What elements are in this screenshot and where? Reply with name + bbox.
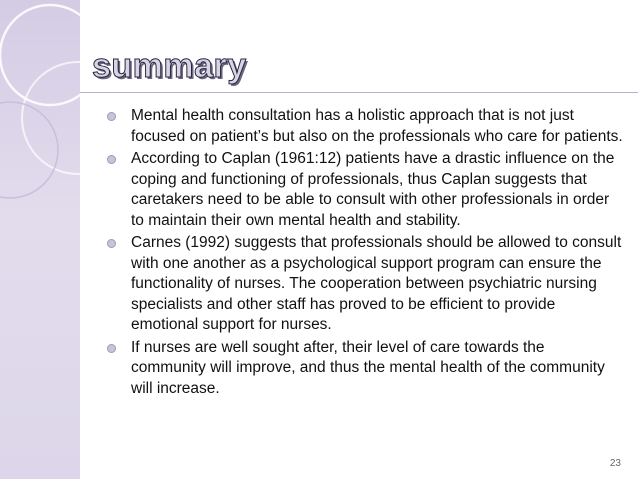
- slide-title: summary: [92, 47, 247, 85]
- bullet-text: Mental health consultation has a holistic approach that is not just focused on patient’s but also on the professionals who care for patients.: [131, 107, 623, 145]
- deco-circle-3: [0, 102, 58, 198]
- bullet-text: According to Caplan (1961:12) patients have a drastic influence on the coping and functioning of professionals, thus Caplan suggests that caretakers need to be able to consult with other professionals in order to maintain their own mental health and stability.: [131, 150, 615, 229]
- bullet-item: [103, 149, 623, 231]
- bullet-icon: [107, 155, 116, 164]
- bullet-item: [103, 106, 623, 147]
- bullet-icon: [107, 239, 116, 248]
- bullet-text: If nurses are well sought after, their level of care towards the community will improve, and thus the mental health of the community will increase.: [131, 338, 605, 397]
- bullet-item: [103, 233, 623, 336]
- bullet-icon: [107, 112, 116, 121]
- title-underline: [80, 92, 638, 93]
- bullet-text: Carnes (1992) suggests that professionals should be allowed to consult with one another as a psychological support program can ensure the functionality of nurses. The cooperation between psychiatric nursing specialists and other staff has proved to be efficient to provide emotional support for nurses.: [131, 234, 622, 333]
- page-number: 23: [609, 458, 621, 469]
- deco-circle-1: [0, 5, 100, 105]
- bullet-item: [103, 338, 623, 400]
- bullet-icon: [107, 344, 116, 353]
- bullet-list: [103, 106, 623, 401]
